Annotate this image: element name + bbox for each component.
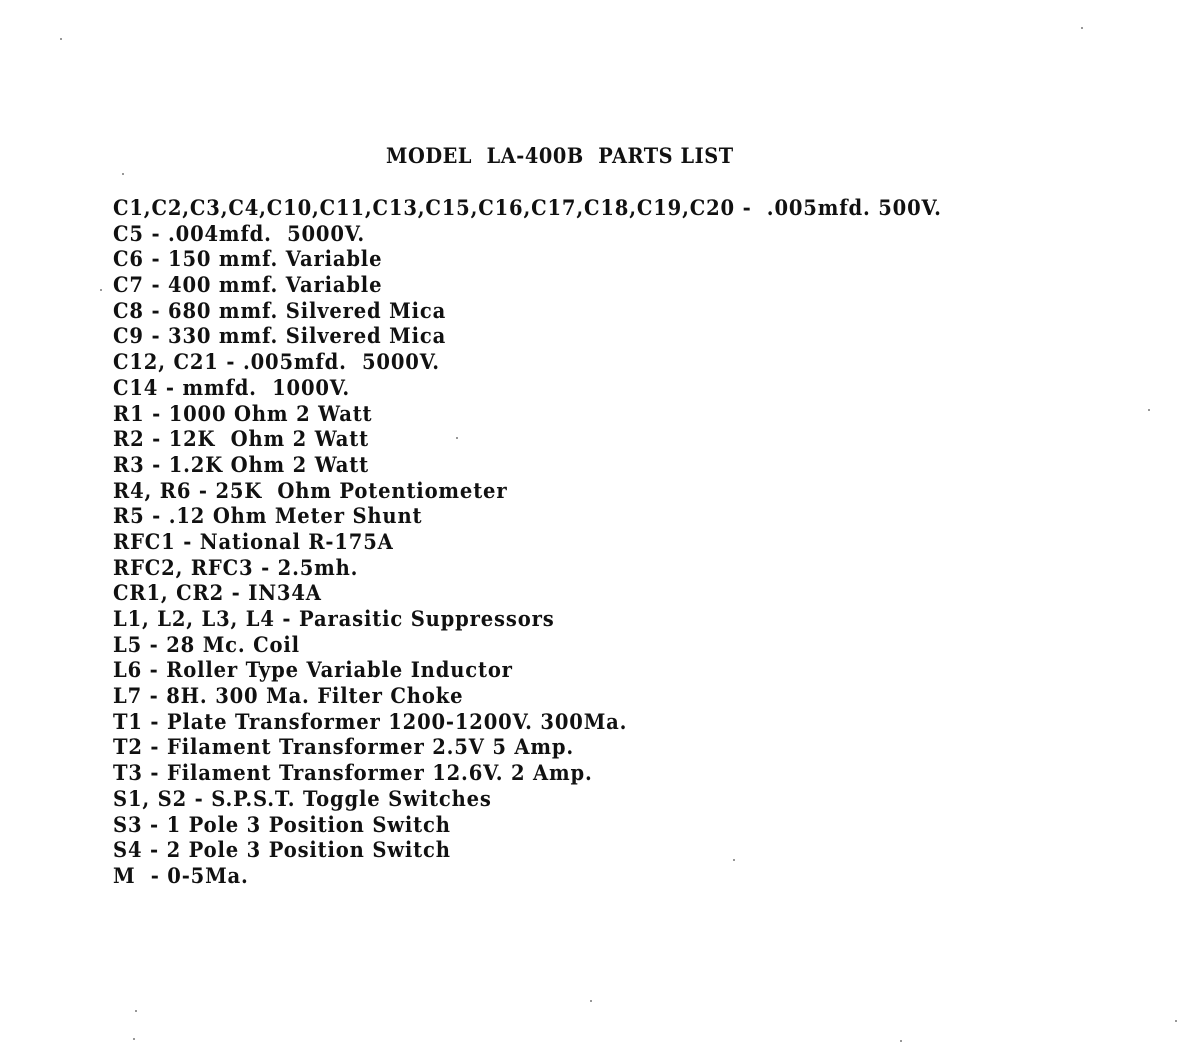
scan-speck [1081,27,1083,29]
scan-speck [122,173,124,175]
parts-list-item: R5 - .12 Ohm Meter Shunt [113,503,423,529]
parts-list-title: MODEL LA-400B PARTS LIST [386,143,734,168]
parts-list-item: T2 - Filament Transformer 2.5V 5 Amp. [113,734,575,760]
scan-speck [590,1000,592,1002]
parts-list-item: L1, L2, L3, L4 - Parasitic Suppressors [113,606,555,631]
parts-list-item: RFC1 - National R-175A [113,528,394,554]
parts-list-item: C1,C2,C3,C4,C10,C11,C13,C15,C16,C17,C18,C19,C20 - .005mfd. 500V. [113,195,942,220]
parts-list-item: R4, R6 - 25K Ohm Potentiometer [113,477,508,503]
parts-list-item: L7 - 8H. 300 Ma. Filter Choke [113,683,464,709]
scan-speck [733,859,735,861]
scan-speck [456,437,458,439]
scan-speck [60,38,62,40]
parts-list-item: C8 - 680 mmf. Silvered Mica [113,297,447,323]
parts-list-item: S3 - 1 Pole 3 Position Switch [113,811,451,837]
parts-list-item: C9 - 330 mmf. Silvered Mica [113,323,447,349]
parts-list-item: CR1, CR2 - IN34A [113,580,322,606]
parts-list-item: C7 - 400 mmf. Variable [113,272,383,298]
parts-list-item: R1 - 1000 Ohm 2 Watt [113,400,373,426]
parts-list-item: R2 - 12K Ohm 2 Watt [113,426,370,452]
parts-list-item: S1, S2 - S.P.S.T. Toggle Switches [113,785,492,811]
parts-list-item: C12, C21 - .005mfd. 5000V. [113,349,440,375]
parts-list-item: S4 - 2 Pole 3 Position Switch [113,837,451,863]
parts-list-item: C14 - mmfd. 1000V. [113,374,351,400]
parts-list-item: C6 - 150 mmf. Variable [113,246,383,272]
scan-speck [1175,1020,1177,1022]
parts-list [113,195,1004,889]
scan-speck [133,1038,135,1040]
parts-list-item: L6 - Roller Type Variable Inductor [113,657,513,683]
parts-list-item: M - 0-5Ma. [113,862,249,888]
parts-list-item: L5 - 28 Mc. Coil [113,631,300,657]
parts-list-item: RFC2, RFC3 - 2.5mh. [113,554,359,580]
scan-speck [1148,409,1150,411]
parts-list-item: R3 - 1.2K Ohm 2 Watt [113,451,370,477]
parts-list-item: C5 - .004mfd. 5000V. [113,220,366,246]
parts-list-item: T3 - Filament Transformer 12.6V. 2 Amp. [113,760,593,786]
parts-list-item: T1 - Plate Transformer 1200-1200V. 300Ma. [113,708,628,734]
scan-speck [135,1010,137,1012]
scan-speck [900,1040,902,1042]
scan-speck [100,289,102,291]
